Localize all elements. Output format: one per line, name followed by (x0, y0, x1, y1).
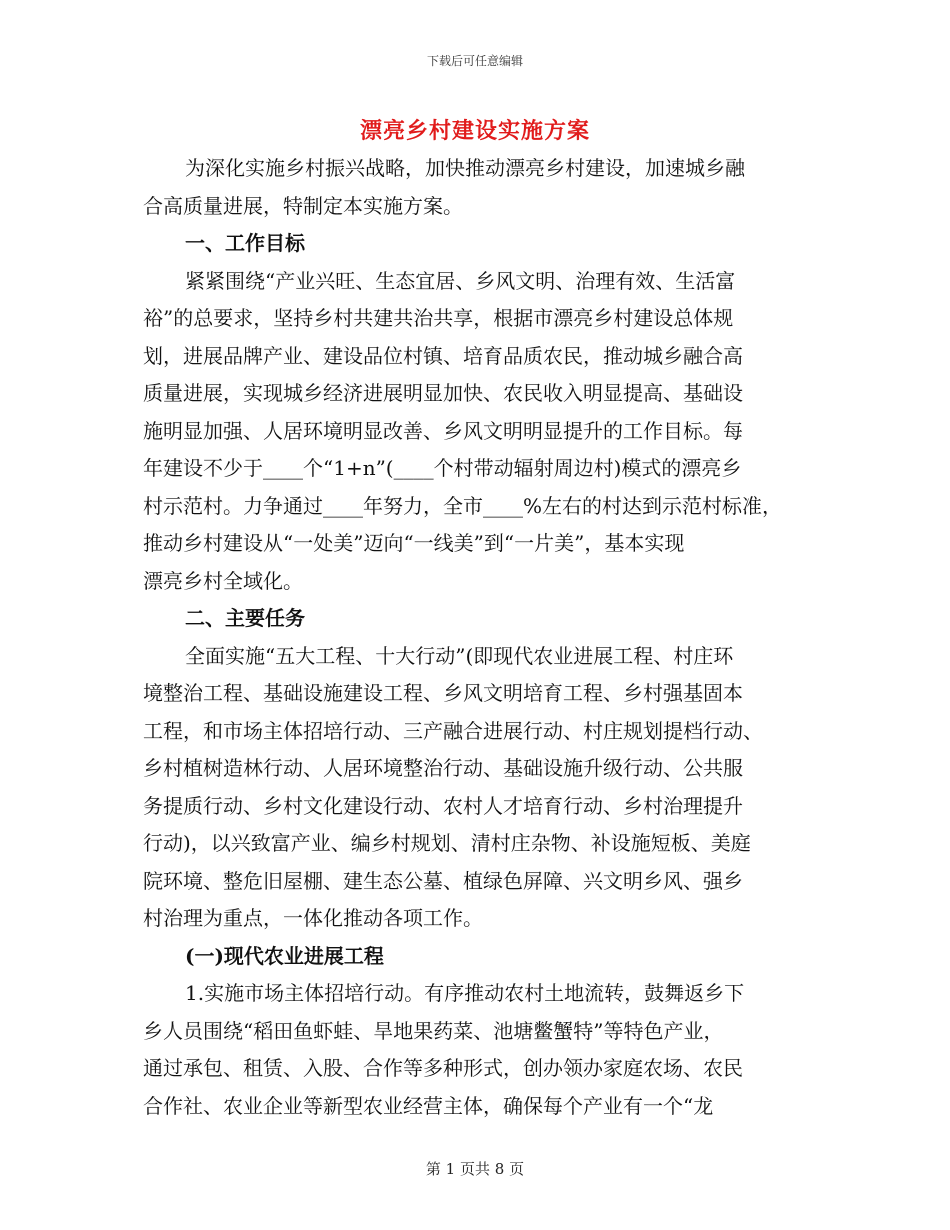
page-number: 第 1 页共 8 页 (425, 1160, 525, 1178)
section-heading: 二、主要任务 (185, 606, 305, 630)
text-line: 质量进展，实现城乡经济进展明显加快、农民收入明显提高、基础设 (143, 381, 743, 405)
document-title: 漂亮乡村建设实施方案 (359, 118, 590, 144)
section-heading: (一)现代农业进展工程 (185, 943, 384, 968)
text-line: 漂亮乡村全域化。 (143, 568, 303, 593)
text-line: 为深化实施乡村振兴战略，加快推动漂亮乡村建设，加速城乡融 (185, 156, 745, 180)
text-line: 行动)，以兴致富产业、编乡村规划、清村庄杂物、补设施短板、美庭 (143, 831, 751, 855)
text-line: 划，进展品牌产业、建设品位村镇、培育品质农民，推动城乡融合高 (143, 343, 743, 368)
document-body (143, 150, 813, 1125)
text-line: 年建设不少于____个“1+n”(____个村带动辐射周边村)模式的漂亮乡 (143, 456, 742, 480)
text-line: 乡村植树造林行动、人居环境整治行动、基础设施升级行动、公共服 (143, 756, 743, 780)
text-line: 村示范村。力争通过____年努力，全市____%左右的村达到示范村标准， (143, 493, 783, 518)
text-line: 全面实施“五大工程、十大行动”(即现代农业进展工程、村庄环 (185, 643, 734, 668)
text-line: 紧紧围绕“产业兴旺、生态宜居、乡风文明、治理有效、生活富 (185, 268, 736, 293)
download-note: 下载后可任意编辑 (426, 54, 523, 68)
text-line: 1.实施市场主体招培行动。有序推动农村土地流转，鼓舞返乡下 (185, 981, 745, 1005)
text-line: 合高质量进展，特制定本实施方案。 (143, 193, 463, 218)
text-line: 乡人员围绕“稻田鱼虾蛙、旱地果药菜、池塘鳖蟹特”等特色产业， (143, 1018, 724, 1043)
text-line: 院环境、整危旧屋棚、建生态公墓、植绿色屏障、兴文明乡风、强乡 (143, 868, 743, 893)
text-line: 工程，和市场主体招培行动、三产融合进展行动、村庄规划提档行动、 (143, 718, 763, 743)
text-line: 通过承包、租赁、入股、合作等多种形式，创办领办家庭农场、农民 (143, 1056, 743, 1080)
text-line: 务提质行动、乡村文化建设行动、农村人才培育行动、乡村治理提升 (143, 793, 743, 818)
text-line: 裕”的总要求，坚持乡村共建共治共享，根据市漂亮乡村建设总体规 (143, 306, 734, 330)
text-line: 推动乡村建设从“一处美”迈向“一线美”到“一片美”，基本实现 (143, 531, 685, 555)
text-line: 施明显加强、人居环境明显改善、乡风文明明显提升的工作目标。每 (143, 418, 743, 443)
text-line: 合作社、农业企业等新型农业经营主体，确保每个产业有一个“龙 (143, 1093, 714, 1118)
section-heading: 一、工作目标 (185, 231, 305, 255)
text-line: 村治理为重点，一体化推动各项工作。 (143, 906, 483, 930)
text-line: 境整治工程、基础设施建设工程、乡风文明培育工程、乡村强基固本 (143, 681, 743, 705)
